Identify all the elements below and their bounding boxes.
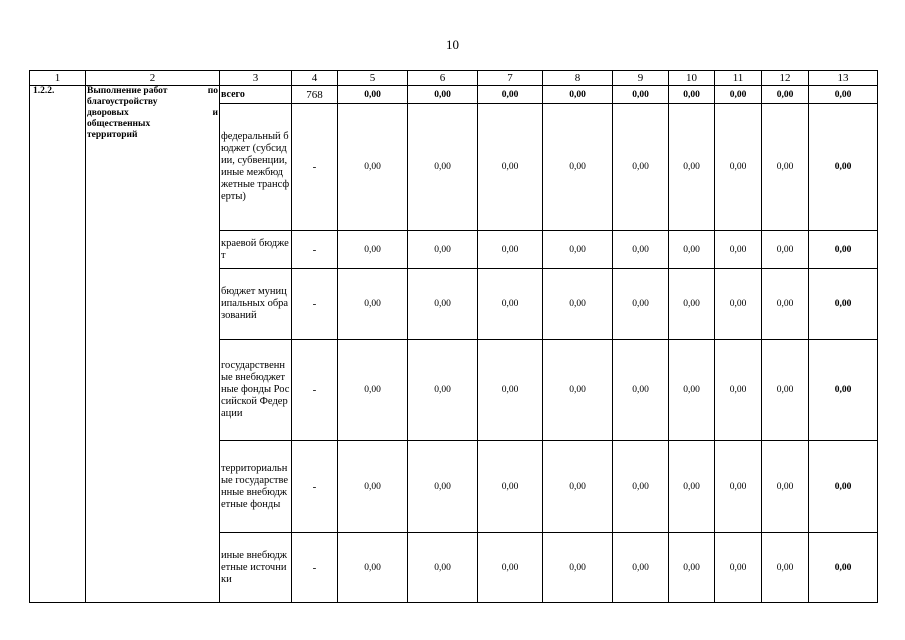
column-header: 4 [292,71,338,86]
source-value: 0,00 [338,269,408,340]
source-value: 0,00 [613,441,669,533]
source-value: 0,00 [543,441,613,533]
total-value: 0,00 [669,86,715,104]
total-value: 0,00 [809,86,878,104]
source-value: 0,00 [762,269,809,340]
column-header: 13 [809,71,878,86]
item-name [86,86,220,603]
source-value: 0,00 [478,231,543,269]
total-row [30,86,878,104]
source-label: федеральный бюджет (субсидии, субвенции, иные межбюджетные трансферты) [220,104,292,231]
total-value: 0,00 [408,86,478,104]
source-value: 0,00 [408,104,478,231]
source-value: 0,00 [543,231,613,269]
source-label: краевой бюджет [220,231,292,269]
source-value: 0,00 [809,231,878,269]
column-header: 6 [408,71,478,86]
source-value: 0,00 [613,231,669,269]
source-value: 0,00 [762,104,809,231]
source-value: 0,00 [543,104,613,231]
source-value: 0,00 [338,340,408,441]
source-sum: - [292,231,338,269]
source-sum: - [292,104,338,231]
source-value: 0,00 [478,269,543,340]
source-value: 0,00 [338,104,408,231]
source-sum: - [292,533,338,603]
source-value: 0,00 [408,533,478,603]
source-value: 0,00 [408,441,478,533]
column-header: 12 [762,71,809,86]
source-label: государственные внебюджетные фонды Российской Федерации [220,340,292,441]
source-value: 0,00 [543,533,613,603]
source-value: 0,00 [669,533,715,603]
source-value: 0,00 [809,441,878,533]
source-label: территориальные государственные внебюджетные фонды [220,441,292,533]
source-value: 0,00 [408,231,478,269]
source-value: 0,00 [715,340,762,441]
source-value: 0,00 [338,231,408,269]
source-value: 0,00 [408,269,478,340]
source-sum: - [292,269,338,340]
budget-table [29,70,878,603]
source-label: бюджет муниципальных образований [220,269,292,340]
source-value: 0,00 [669,340,715,441]
source-sum: - [292,441,338,533]
source-value: 0,00 [669,104,715,231]
column-header: 1 [30,71,86,86]
source-value: 0,00 [478,340,543,441]
total-value: 0,00 [613,86,669,104]
source-value: 0,00 [669,231,715,269]
column-header: 5 [338,71,408,86]
total-value: 0,00 [338,86,408,104]
source-value: 0,00 [613,269,669,340]
item-name-part: территорий [87,130,138,140]
source-value: 0,00 [809,104,878,231]
source-value: 0,00 [809,340,878,441]
total-value: 0,00 [762,86,809,104]
source-value: 0,00 [762,340,809,441]
source-value: 0,00 [478,441,543,533]
total-value: 0,00 [478,86,543,104]
column-header: 7 [478,71,543,86]
source-value: 0,00 [613,533,669,603]
item-code: 1.2.2. [30,86,86,603]
column-header: 2 [86,71,220,86]
source-value: 0,00 [478,104,543,231]
source-value: 0,00 [408,340,478,441]
source-value: 0,00 [715,269,762,340]
column-header: 10 [669,71,715,86]
source-value: 0,00 [809,533,878,603]
source-value: 0,00 [669,441,715,533]
source-value: 0,00 [543,269,613,340]
page-number: 10 [446,37,459,52]
column-header: 9 [613,71,669,86]
source-value: 0,00 [762,533,809,603]
source-sum: - [292,340,338,441]
source-label: иные внебюджетные источники [220,533,292,603]
source-value: 0,00 [478,533,543,603]
column-header: 3 [220,71,292,86]
total-value: 0,00 [715,86,762,104]
source-value: 0,00 [762,231,809,269]
source-value: 0,00 [543,340,613,441]
source-value: 0,00 [613,104,669,231]
column-header: 11 [715,71,762,86]
item-name-part: и [212,108,218,118]
source-value: 0,00 [762,441,809,533]
total-value: 0,00 [543,86,613,104]
item-name-part: дворовых [87,108,129,118]
source-value: 0,00 [715,104,762,231]
item-name-part: Выполнение работ [87,86,168,96]
source-value: 0,00 [715,533,762,603]
item-name-part: благоустройству [87,97,158,107]
source-value: 0,00 [669,269,715,340]
item-name-part: общественных [87,119,151,129]
source-value: 0,00 [715,441,762,533]
column-header: 8 [543,71,613,86]
column-number-row [30,71,878,86]
total-sum: 768 [292,86,338,104]
source-value: 0,00 [809,269,878,340]
item-name-part: по [207,86,218,96]
total-label: всего [220,86,292,104]
source-value: 0,00 [613,340,669,441]
source-value: 0,00 [715,231,762,269]
source-value: 0,00 [338,533,408,603]
source-value: 0,00 [338,441,408,533]
